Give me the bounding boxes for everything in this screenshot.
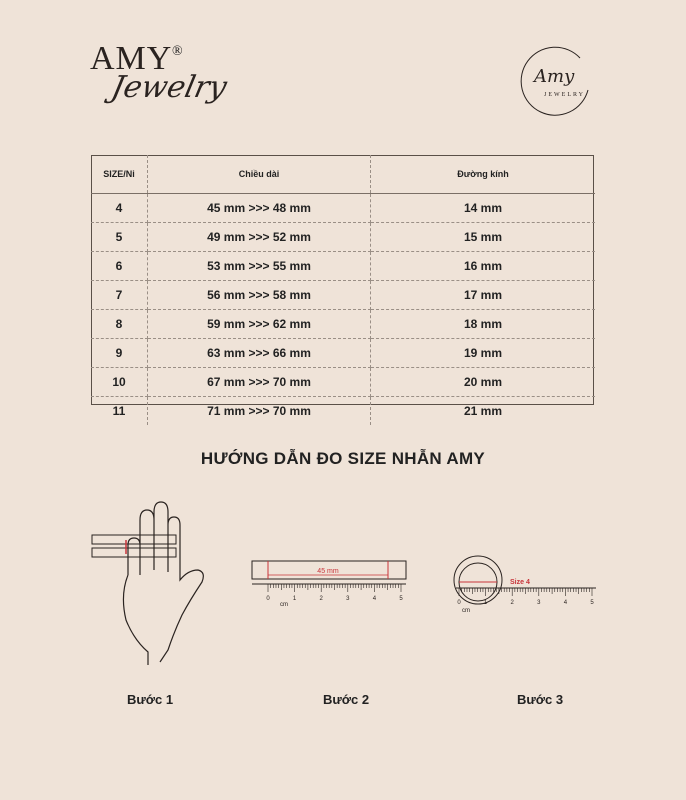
ruler-number: 1 — [292, 596, 297, 602]
ring-measure-illustration — [448, 550, 598, 620]
cell-diameter: 19 mm — [371, 339, 596, 368]
step-3-label: Bước 3 — [517, 692, 564, 707]
table-row — [91, 252, 595, 281]
ruler-unit-label: cm — [280, 602, 288, 608]
logo-registered-mark: ® — [172, 44, 183, 59]
ruler-number: 4 — [563, 600, 568, 606]
table-row — [91, 397, 595, 426]
ruler-number: 2 — [510, 600, 514, 606]
header-length: Chiều dài — [148, 155, 371, 194]
cell-length: 53 mm >>> 55 mm — [148, 252, 371, 281]
measure-strip-illustration — [250, 558, 410, 618]
cell-diameter: 20 mm — [371, 368, 596, 397]
logo-script: Jewelry — [108, 70, 230, 105]
ruler-number: 3 — [346, 596, 350, 602]
round-logo-sub: JEWELRY — [544, 92, 585, 98]
cell-length: 63 mm >>> 66 mm — [148, 339, 371, 368]
cell-length: 71 mm >>> 70 mm — [148, 397, 371, 426]
guide-title: HƯỚNG DẪN ĐO SIZE NHẪN AMY — [200, 449, 486, 468]
step-1-label: Bước 1 — [127, 692, 174, 707]
cell-length: 45 mm >>> 48 mm — [148, 194, 371, 223]
ruler-number: 0 — [457, 600, 461, 606]
cell-length: 59 mm >>> 62 mm — [148, 310, 371, 339]
cell-length: 49 mm >>> 52 mm — [148, 223, 371, 252]
cell-size: 5 — [91, 223, 148, 252]
cell-diameter: 16 mm — [371, 252, 596, 281]
cell-size: 4 — [91, 194, 148, 223]
cell-length: 56 mm >>> 58 mm — [148, 281, 371, 310]
header-size: SIZE/Ni — [91, 155, 148, 194]
table-row — [91, 223, 595, 252]
cell-size: 11 — [91, 397, 148, 426]
table-row — [91, 310, 595, 339]
cell-size: 8 — [91, 310, 148, 339]
ruler-number: 2 — [319, 596, 323, 602]
cell-size: 10 — [91, 368, 148, 397]
cell-diameter: 17 mm — [371, 281, 596, 310]
round-logo-brand: Amy — [534, 66, 575, 87]
ruler-number: 4 — [372, 596, 377, 602]
cell-diameter: 21 mm — [463, 404, 503, 418]
ruler-number: 5 — [399, 596, 403, 602]
ruler-number: 1 — [483, 600, 488, 606]
table-header-row — [91, 155, 595, 194]
step-2-label: Bước 2 — [323, 692, 370, 707]
amy-logo — [90, 40, 230, 110]
table-row — [91, 194, 595, 223]
ruler-number: 5 — [590, 600, 594, 606]
ruler-number: 0 — [266, 596, 270, 602]
cell-diameter: 15 mm — [371, 223, 596, 252]
cell-diameter: 14 mm — [371, 194, 596, 223]
cell-diameter: 18 mm — [371, 310, 596, 339]
ruler3-unit-label: cm — [462, 608, 470, 614]
measure-label: 45 mm — [317, 568, 339, 575]
table-row — [91, 339, 595, 368]
header-diameter: Đường kính — [371, 155, 596, 194]
table-row — [91, 281, 595, 310]
cell-size: 7 — [91, 281, 148, 310]
round-logo — [518, 44, 598, 124]
hand-illustration — [90, 500, 230, 670]
size-table — [91, 155, 595, 425]
cell-size: 6 — [91, 252, 148, 281]
logo-brand: AMY — [90, 40, 173, 77]
ruler-number: 3 — [537, 600, 541, 606]
table-row — [91, 368, 595, 397]
cell-size: 9 — [91, 339, 148, 368]
size-label: Size 4 — [510, 579, 530, 586]
cell-length: 67 mm >>> 70 mm — [148, 368, 371, 397]
